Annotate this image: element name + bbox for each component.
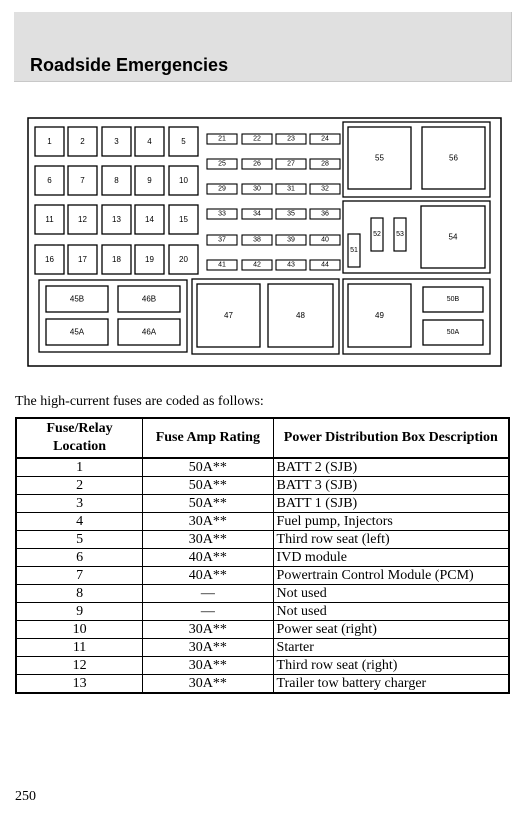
- cell-rating: 40A**: [143, 567, 273, 585]
- fuse-label: 46A: [141, 327, 157, 337]
- cell-location: 7: [16, 567, 143, 585]
- table-row: [16, 675, 509, 694]
- fuse-label: 11: [45, 215, 54, 224]
- fuse-label: 35: [287, 210, 295, 218]
- cell-rating: —: [143, 585, 273, 603]
- fuse-label: 38: [253, 236, 261, 244]
- cell-description: Trailer tow battery charger: [273, 675, 509, 694]
- fuse-label: 18: [112, 255, 121, 264]
- fuse-label: 31: [287, 185, 295, 193]
- cell-description: Powertrain Control Module (PCM): [273, 567, 509, 585]
- cell-location: 11: [16, 639, 143, 657]
- fuse-label: 8: [114, 176, 119, 185]
- fuse-label: 54: [448, 232, 458, 242]
- cell-location: 4: [16, 513, 143, 531]
- fuse-label: 34: [253, 210, 261, 218]
- cell-description: Starter: [273, 639, 509, 657]
- cell-location: 6: [16, 549, 143, 567]
- fuse-label: 17: [78, 255, 87, 264]
- fuse-label: 50A: [446, 329, 460, 336]
- fuse-label: 49: [375, 311, 384, 320]
- fuse-label: 32: [321, 185, 329, 193]
- fuse-label: 19: [145, 255, 154, 264]
- fuse-label: 52: [373, 231, 381, 238]
- fuse-label: 43: [287, 261, 295, 269]
- fuse-label: 41: [218, 261, 226, 269]
- fuse-label: 15: [179, 215, 188, 224]
- table-row: [16, 549, 509, 567]
- cell-rating: 50A**: [143, 477, 273, 495]
- cell-rating: 30A**: [143, 621, 273, 639]
- fuse-label: 24: [321, 135, 329, 143]
- cell-description: Power seat (right): [273, 621, 509, 639]
- fuse-label: 53: [396, 231, 404, 238]
- table-row: [16, 603, 509, 621]
- fuse-label: 37: [218, 236, 226, 244]
- fuse-label: 13: [112, 215, 121, 224]
- fuse-label: 26: [253, 160, 261, 168]
- header-location: Fuse/Relay Location: [16, 418, 143, 458]
- section-title: Roadside Emergencies: [30, 55, 229, 75]
- cell-location: 10: [16, 621, 143, 639]
- cell-rating: 50A**: [143, 458, 273, 477]
- fuse-label: 29: [218, 185, 226, 193]
- fuse-label: 55: [375, 153, 384, 163]
- fuse-label: 2: [80, 137, 85, 146]
- fuse-label: 12: [78, 215, 87, 224]
- fuse-label: 39: [287, 236, 295, 244]
- table-row: [16, 657, 509, 675]
- fuse-label: 50B: [446, 296, 460, 303]
- fuse-label: 1: [47, 137, 52, 146]
- fuse-label: 16: [45, 255, 54, 264]
- table-row: [16, 513, 509, 531]
- cell-location: 5: [16, 531, 143, 549]
- cell-rating: 30A**: [143, 675, 273, 694]
- cell-rating: 40A**: [143, 549, 273, 567]
- cell-location: 1: [16, 458, 143, 477]
- fuse-label: 7: [80, 176, 85, 185]
- fuse-label: 10: [179, 176, 188, 185]
- fuse-label: 30: [253, 185, 261, 193]
- fuse-label: 5: [181, 137, 186, 146]
- cell-description: Not used: [273, 603, 509, 621]
- cell-location: 9: [16, 603, 143, 621]
- fuse-label: 33: [218, 210, 226, 218]
- fuse-label: 14: [145, 215, 154, 224]
- fuse-label: 51: [350, 247, 358, 254]
- fuse-label: 3: [114, 137, 119, 146]
- cell-description: BATT 1 (SJB): [273, 495, 509, 513]
- fuse-label: 28: [321, 160, 329, 168]
- table-row: [16, 477, 509, 495]
- fuse-label: 44: [321, 261, 329, 269]
- fuse-label: 4: [147, 137, 152, 146]
- fuse-label: 20: [179, 255, 188, 264]
- cell-rating: 30A**: [143, 531, 273, 549]
- table-row: [16, 585, 509, 603]
- cell-rating: 50A**: [143, 495, 273, 513]
- table-header-row: [16, 418, 509, 458]
- cell-description: BATT 2 (SJB): [273, 458, 509, 477]
- fuse-label: 6: [47, 176, 52, 185]
- cell-location: 2: [16, 477, 143, 495]
- fuse-label: 21: [218, 135, 226, 143]
- table-row: [16, 621, 509, 639]
- fuse-label: 25: [218, 160, 226, 168]
- fuse-label: 45B: [69, 294, 85, 304]
- page-number: 250: [15, 789, 36, 804]
- cell-location: 3: [16, 495, 143, 513]
- fuse-label: 56: [449, 153, 458, 163]
- cell-description: IVD module: [273, 549, 509, 567]
- cell-description: BATT 3 (SJB): [273, 477, 509, 495]
- fuse-label: 46B: [141, 294, 157, 304]
- table-row: [16, 567, 509, 585]
- fuse-label: 48: [296, 311, 305, 320]
- intro-text: The high-current fuses are coded as follows:: [15, 394, 264, 409]
- cell-location: 12: [16, 657, 143, 675]
- fuse-label: 40: [321, 236, 329, 244]
- table-row: [16, 458, 509, 477]
- cell-description: Third row seat (right): [273, 657, 509, 675]
- cell-description: Third row seat (left): [273, 531, 509, 549]
- cell-location: 13: [16, 675, 143, 694]
- fuse-label: 27: [287, 160, 295, 168]
- cell-rating: 30A**: [143, 513, 273, 531]
- fuse-label: 42: [253, 261, 261, 269]
- cell-location: 8: [16, 585, 143, 603]
- fuse-label: 22: [253, 135, 261, 143]
- table-row: [16, 531, 509, 549]
- header-rating: Fuse Amp Rating: [143, 418, 273, 458]
- cell-rating: 30A**: [143, 639, 273, 657]
- fuse-table: [15, 417, 510, 694]
- table-row: [16, 495, 509, 513]
- fuse-box-diagram: [0, 0, 527, 380]
- table-row: [16, 639, 509, 657]
- fuse-label: 36: [321, 210, 329, 218]
- cell-description: Not used: [273, 585, 509, 603]
- fuse-label: 23: [287, 135, 295, 143]
- header-description: Power Distribution Box Description: [273, 418, 509, 458]
- cell-rating: —: [143, 603, 273, 621]
- cell-description: Fuel pump, Injectors: [273, 513, 509, 531]
- fuse-label: 45A: [69, 327, 85, 337]
- fuse-label: 9: [147, 176, 152, 185]
- cell-rating: 30A**: [143, 657, 273, 675]
- fuse-label: 47: [224, 311, 233, 320]
